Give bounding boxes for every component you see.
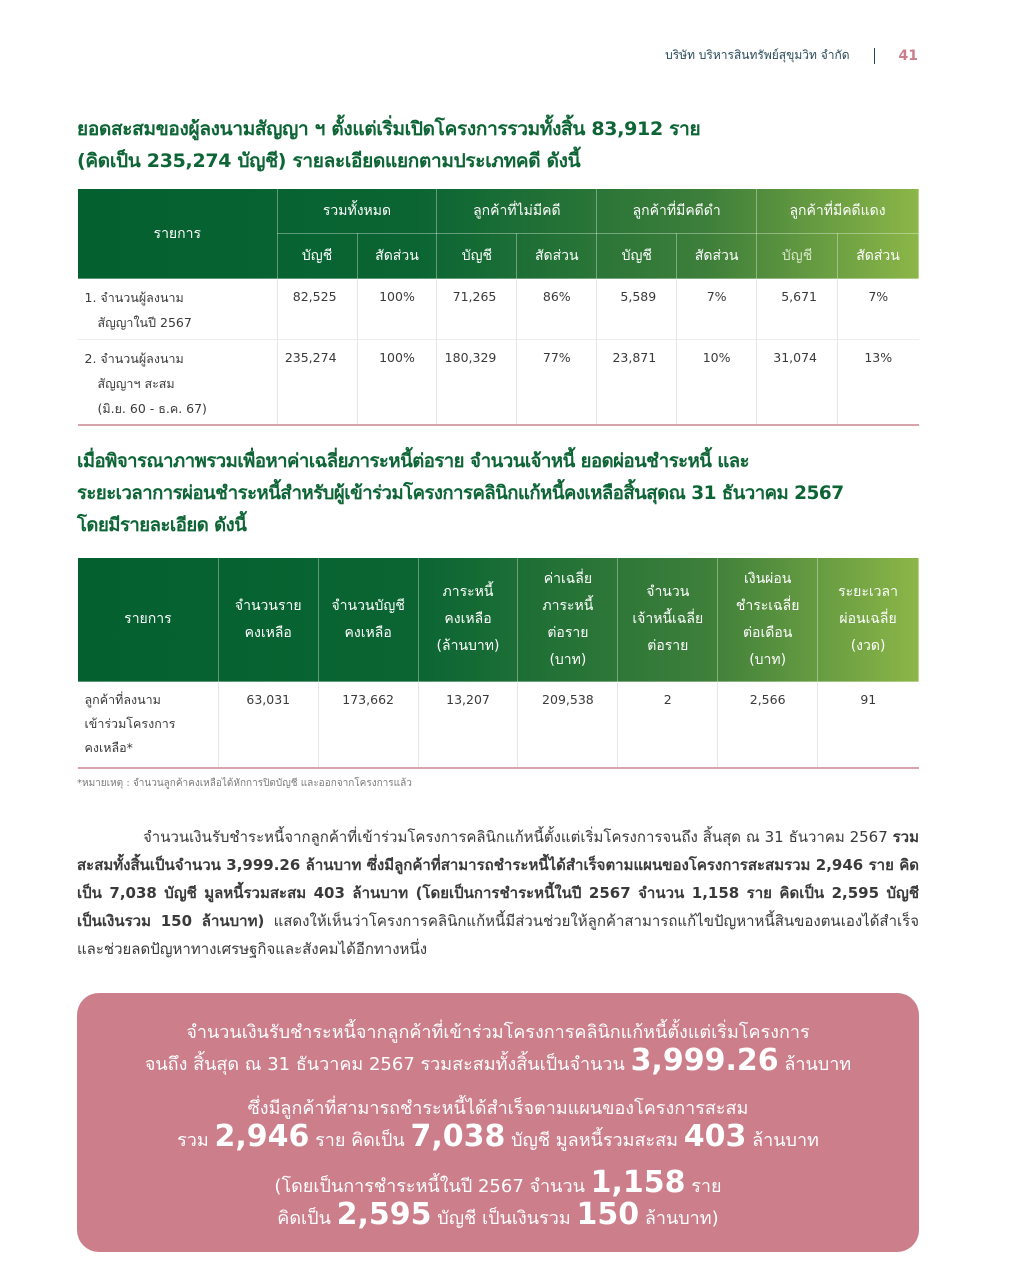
row-label-line: สัญญาในปี 2567 — [97, 315, 192, 330]
header-text: (งวด) — [850, 638, 886, 654]
section2-title-line3: โดยมีรายละเอียด ดังนี้ — [77, 515, 247, 536]
header-text: เจ้าหนี้เฉลี่ย — [632, 611, 704, 627]
group-no-case: ลูกค้าที่ไม่มีคดี — [437, 189, 597, 234]
cell-value: 10% — [677, 340, 757, 426]
header-text: จำนวน — [646, 584, 690, 600]
col-avg-monthly-payment — [718, 558, 818, 682]
section2-title-line2: ระยะเวลาการผ่อนชำระหนี้สำหรับผู้เข้าร่วมโครงการคลินิกแก้หนี้คงเหลือสิ้นสุดณ 31 ธันวาคม 2567 — [77, 483, 844, 504]
summary-paragraph — [77, 823, 919, 963]
company-name: บริษัท บริหารสินทรัพย์สุขุมวิท จำกัด — [665, 48, 850, 62]
row-label-line: คงเหลือ* — [84, 740, 133, 755]
highlight-line — [77, 1043, 919, 1079]
highlight-figure: 3,999.26 — [630, 1043, 779, 1078]
cell-value: 23,871 — [597, 340, 677, 426]
highlight-text: บัญชี มูลหนี้รวมสะสม — [505, 1130, 684, 1151]
sub-accounts: บัญชี — [437, 234, 517, 279]
table-header-row — [78, 558, 919, 682]
highlight-text: ราย คิดเป็น — [309, 1130, 411, 1151]
cell-value: 13,207 — [418, 682, 518, 769]
highlight-line — [77, 1197, 919, 1233]
highlight-box — [77, 993, 919, 1252]
header-text: เงินผ่อน — [743, 570, 792, 587]
highlight-group-3 — [77, 1165, 919, 1233]
highlight-figure: 1,158 — [590, 1165, 686, 1200]
paragraph-bold-text: รวมสะสมทั้งสิ้นเป็นจำนวน 3,999.26 ล้านบาท ซึ่งมีลูกค้าที่สามารถชำระหนี้ได้สำเร็จตามแผนของโครงการสะสมรวม 2,946 ราย คิดเป็น 7,038 บัญชี มูลหนี้รวมสะสม 403 ล้านบาท (โดยเป็นการชำระหนี้ในปี 2567 จำนวน 1,158 ราย คิดเป็น 2,595 บัญชี เป็นเงินรวม 150 ล้านบาท) — [77, 828, 919, 930]
row-label-line: (มิ.ย. 60 - ธ.ค. 67) — [97, 401, 207, 416]
row-label-line: 2. จำนวนผู้ลงนาม — [84, 351, 184, 366]
page-number: 41 — [898, 47, 918, 64]
cell-value: 31,074 — [757, 340, 838, 426]
header-text: จำนวนบัญชี — [331, 597, 405, 614]
cell-value: 180,329 — [437, 340, 517, 426]
header-text: ชำระเฉลี่ย — [735, 597, 800, 614]
row-label-line: เข้าร่วมโครงการ — [84, 716, 176, 731]
cell-value: 13% — [838, 340, 919, 426]
highlight-text: (โดยเป็นการชำระหนี้ในปี 2567 จำนวน — [274, 1176, 591, 1197]
col-remaining-accounts — [318, 558, 418, 682]
highlight-line: จำนวนเงินรับชำระหนี้จากลูกค้าที่เข้าร่วมโครงการคลินิกแก้หนี้ตั้งแต่เริ่มโครงการ — [186, 1022, 810, 1043]
highlight-figure: 7,038 — [410, 1119, 506, 1154]
col-item: รายการ — [78, 189, 278, 279]
header-text: จำนวนราย — [234, 597, 302, 614]
highlight-text: คิดเป็น — [277, 1208, 337, 1229]
sub-ratio: สัดส่วน — [357, 234, 437, 279]
cell-value: 235,274 — [277, 340, 357, 426]
row-label — [78, 340, 278, 426]
highlight-text: ล้านบาท) — [639, 1208, 719, 1229]
header-text: คงเหลือ — [444, 611, 492, 627]
cell-value: 5,671 — [757, 279, 838, 340]
highlight-line: ซึ่งมีลูกค้าที่สามารถชำระหนี้ได้สำเร็จตามแผนของโครงการสะสม — [247, 1098, 749, 1119]
cell-value: 82,525 — [277, 279, 357, 340]
row-label — [78, 682, 219, 769]
col-item — [78, 558, 219, 682]
cell-value: 2 — [618, 682, 718, 769]
section2-title — [77, 446, 919, 542]
header-text: รายการ — [124, 611, 172, 627]
section1-title-line1: ยอดสะสมของผู้ลงนามสัญญา ฯ ตั้งแต่เริ่มเปิดโครงการรวมทั้งสิ้น 83,912 ราย — [77, 118, 701, 140]
col-avg-installments — [818, 558, 919, 682]
highlight-figure: 150 — [576, 1197, 640, 1232]
highlight-figure: 2,595 — [336, 1197, 432, 1232]
header-divider — [874, 48, 875, 64]
remaining-debt-summary-table — [77, 557, 919, 769]
row-label-line: 1. จำนวนผู้ลงนาม — [84, 290, 184, 305]
header-text: ต่อราย — [547, 624, 589, 641]
highlight-text: ล้านบาท — [778, 1054, 852, 1075]
group-total: รวมทั้งหมด — [277, 189, 437, 234]
section1-title-line2: (คิดเป็น 235,274 บัญชี) รายละเอียดแยกตามประเภทคดี ดังนี้ — [77, 150, 581, 172]
header-text: ผ่อนเฉลี่ย — [839, 611, 897, 627]
highlight-text: บัญชี เป็นเงินรวม — [431, 1208, 577, 1229]
page-header — [665, 46, 918, 65]
table-row — [78, 682, 919, 769]
cell-value: 5,589 — [597, 279, 677, 340]
cell-value: 209,538 — [518, 682, 618, 769]
header-text: คงเหลือ — [344, 624, 392, 641]
header-text: ต่อราย — [647, 638, 689, 654]
header-text: ต่อเดือน — [742, 624, 793, 641]
header-text: ภาระหนี้ — [542, 597, 594, 614]
cell-value: 86% — [517, 279, 597, 340]
col-remaining-customers — [218, 558, 318, 682]
highlight-figure: 403 — [683, 1119, 747, 1154]
row-label — [78, 279, 278, 340]
cell-value: 77% — [517, 340, 597, 426]
cell-value: 7% — [838, 279, 919, 340]
highlight-text: จนถึง สิ้นสุด ณ 31 ธันวาคม 2567 รวมสะสมทั้งสิ้นเป็นจำนวน — [144, 1054, 631, 1075]
cell-value: 100% — [357, 340, 437, 426]
highlight-group-1 — [77, 1019, 919, 1079]
sub-ratio: สัดส่วน — [838, 234, 919, 279]
sub-accounts: บัญชี — [277, 234, 357, 279]
highlight-line — [77, 1119, 919, 1155]
cell-value: 63,031 — [218, 682, 318, 769]
header-text: (บาท) — [749, 651, 787, 668]
cell-value: 91 — [818, 682, 919, 769]
cell-value: 100% — [357, 279, 437, 340]
header-text: คงเหลือ — [244, 624, 292, 641]
cell-value: 71,265 — [437, 279, 517, 340]
highlight-line — [77, 1165, 919, 1201]
signers-by-case-type-table — [77, 188, 919, 426]
paragraph-text: แสดงให้เห็นว่าโครงการคลินิกแก้หนี้มีส่วนช่วยให้ลูกค้าสามารถแก้ไขปัญหาหนี้สินของตนเองได้สำเร็จ และช่วยลดปัญหาทางเศรษฐกิจและสังคมได้อีกทางหนึ่ง — [77, 912, 919, 958]
header-text: ค่าเฉลี่ย — [543, 570, 593, 587]
sub-ratio: สัดส่วน — [677, 234, 757, 279]
table-header-row — [78, 189, 919, 234]
cell-value: 173,662 — [318, 682, 418, 769]
footnote: *หมายเหตุ : จำนวนลูกค้าคงเหลือได้หักการปิดบัญชี และออกจากโครงการแล้ว — [77, 778, 412, 789]
highlight-text: รวม — [177, 1130, 215, 1151]
group-black-case: ลูกค้าที่มีคดีดำ — [597, 189, 757, 234]
row-label-line: สัญญาฯ สะสม — [97, 376, 175, 391]
row-label-line: ลูกค้าที่ลงนาม — [84, 692, 161, 707]
header-text: ระยะเวลา — [838, 584, 898, 600]
paragraph-text: จำนวนเงินรับชำระหนี้จากลูกค้าที่เข้าร่วมโครงการคลินิกแก้หนี้ตั้งแต่เริ่มโครงการจนถึง สิ้นสุด ณ 31 ธันวาคม 2567 — [143, 828, 893, 846]
group-red-case: ลูกค้าที่มีคดีแดง — [757, 189, 919, 234]
highlight-group-2 — [77, 1095, 919, 1155]
section1-title — [77, 113, 919, 177]
cell-value: 7% — [677, 279, 757, 340]
highlight-figure: 2,946 — [214, 1119, 310, 1154]
col-avg-debt-per-customer — [518, 558, 618, 682]
sub-ratio: สัดส่วน — [517, 234, 597, 279]
header-text: ภาระหนี้ — [442, 584, 494, 600]
sub-accounts: บัญชี — [757, 234, 838, 279]
col-remaining-debt — [418, 558, 518, 682]
header-text: (ล้านบาท) — [436, 638, 500, 654]
highlight-text: ราย — [685, 1176, 722, 1197]
table-row — [78, 340, 919, 426]
header-text: (บาท) — [549, 651, 587, 668]
col-avg-creditors — [618, 558, 718, 682]
section2-title-line1: เมื่อพิจารณาภาพรวมเพื่อหาค่าเฉลี่ยภาระหนี้ต่อราย จำนวนเจ้าหนี้ ยอดผ่อนชำระหนี้ และ — [77, 451, 750, 472]
sub-accounts: บัญชี — [597, 234, 677, 279]
cell-value: 2,566 — [718, 682, 818, 769]
highlight-text: ล้านบาท — [746, 1130, 819, 1151]
table-row — [78, 279, 919, 340]
